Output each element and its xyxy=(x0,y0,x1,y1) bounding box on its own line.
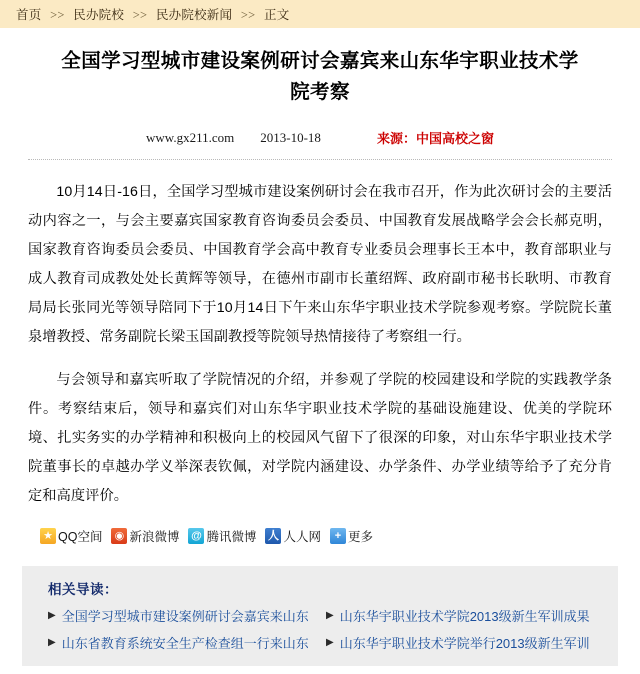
share-qzone-label: QQ空间 xyxy=(58,530,103,544)
related-links-grid xyxy=(22,606,618,652)
page-title: 全国学习型城市建设案例研讨会嘉宾来山东华宇职业技术学院考察 xyxy=(61,50,579,103)
related-link-2-label: 山东华宇职业技术学院2013级新生军训成果 xyxy=(339,609,590,624)
more-icon: + xyxy=(330,528,346,544)
breadcrumb-separator: >> xyxy=(240,8,256,22)
source-label: 来源：中国高校之窗 xyxy=(376,131,494,146)
share-more-button[interactable] xyxy=(330,527,373,545)
related-link-3[interactable] xyxy=(48,633,326,652)
article-paragraph: 10月14日-16日，全国学习型城市建设案例研讨会在我市召开，作为此次研讨会的主要活动内容之一，与会主要嘉宾国家教育咨询委员会委员、中国教育发展战略学会会长郝克明，国家教育咨询委员会委员、中国教育学会高中教育专业委员会理事长王本中，教育部职业与成人教育司成教处处长黄辉等领导，在德州市副市长董绍辉、政府副市秘书长耿明、市教育局局长张同光等领导陪同下于10月14日下午来山东华宇职业技术学院参观考察。学院院长董泉增教授、常务副院长梁玉国副教授等院领导热情接待了考察组一行。 xyxy=(28,184,612,345)
arrow-right-icon: ▶ xyxy=(48,609,56,621)
share-renren-button[interactable] xyxy=(265,527,321,545)
qzone-icon: ★ xyxy=(40,528,56,544)
related-link-4-label: 山东华宇职业技术学院举行2013级新生军训 xyxy=(339,636,590,651)
share-sina-weibo-label: 新浪微博 xyxy=(129,530,180,544)
share-tencent-weibo-button[interactable] xyxy=(188,527,256,545)
tencent-weibo-icon: @ xyxy=(188,528,204,544)
share-qzone-button[interactable] xyxy=(40,527,102,545)
breadcrumb xyxy=(16,5,289,23)
breadcrumb-separator: >> xyxy=(132,8,148,22)
related-link-1[interactable] xyxy=(48,606,326,625)
arrow-right-icon: ▶ xyxy=(326,636,334,648)
share-renren-label: 人人网 xyxy=(283,530,321,544)
breadcrumb-item-private-colleges[interactable]: 民办院校 xyxy=(73,8,125,22)
article-meta xyxy=(28,128,612,147)
related-link-2[interactable] xyxy=(326,606,604,625)
renren-icon: 人 xyxy=(265,528,281,544)
breadcrumb-band xyxy=(0,0,640,28)
breadcrumb-item-private-college-news[interactable]: 民办院校新闻 xyxy=(155,8,233,22)
share-bar xyxy=(40,527,612,545)
breadcrumb-separator: >> xyxy=(50,8,65,22)
publish-date: 2013-10-18 xyxy=(260,129,321,145)
article-container xyxy=(0,46,640,545)
related-link-1-label: 全国学习型城市建设案例研讨会嘉宾来山东 xyxy=(61,609,309,624)
related-link-4[interactable] xyxy=(326,633,604,652)
share-tencent-weibo-label: 腾讯微博 xyxy=(206,530,257,544)
arrow-right-icon: ▶ xyxy=(326,609,334,621)
breadcrumb-item-article[interactable]: 正文 xyxy=(264,8,290,22)
share-more-label: 更多 xyxy=(348,530,374,544)
share-sina-weibo-button[interactable] xyxy=(111,527,179,545)
breadcrumb-item-home[interactable]: 首页 xyxy=(16,8,42,22)
source-url: www.gx211.com xyxy=(146,129,235,145)
meta-divider xyxy=(28,159,612,160)
article-paragraph: 与会领导和嘉宾听取了学院情况的介绍，并参观了学院的校园建设和学院的实践教学条件。考察结束后，领导和嘉宾们对山东华宇职业技术学院的基础设施建设、优美的学院环境、扎实务实的办学精神和积极向上的校园风气留下了很深的印象，对山东华宇职业技术学院董事长的卓越办学义举深表钦佩，对学院内涵建设、办学条件、办学业绩等给予了充分肯定和高度评价。 xyxy=(28,372,612,504)
related-link-3-label: 山东省教育系统安全生产检查组一行来山东 xyxy=(61,636,309,651)
related-links-heading: 相关导读： xyxy=(48,582,118,597)
arrow-right-icon: ▶ xyxy=(48,636,56,648)
article-body xyxy=(28,178,612,511)
sina-weibo-icon: ◉ xyxy=(111,528,127,544)
related-links-panel xyxy=(22,566,618,666)
